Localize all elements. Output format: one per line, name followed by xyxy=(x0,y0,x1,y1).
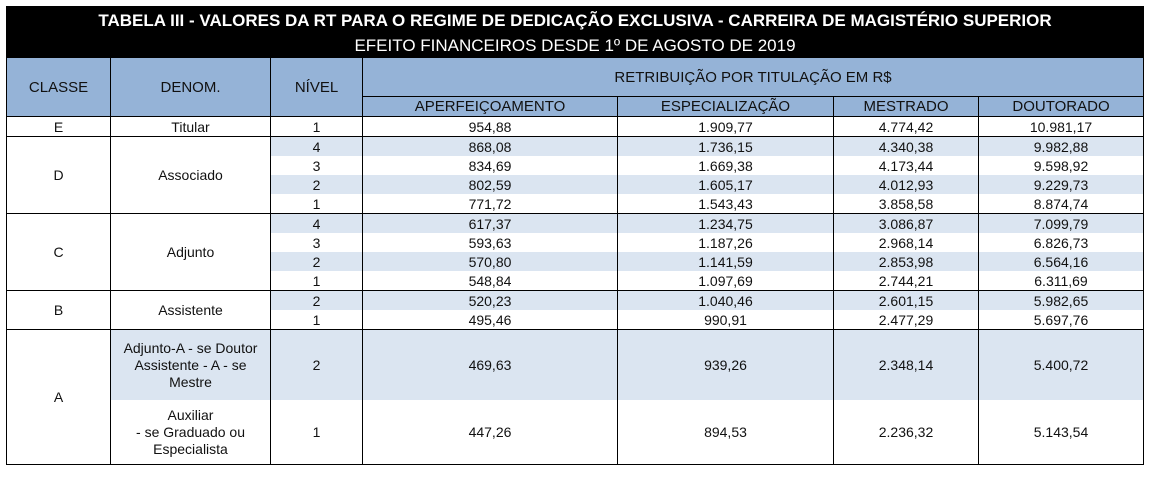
denom-cell: Adjunto xyxy=(111,214,271,291)
classe-cell: E xyxy=(7,117,111,137)
denom-line: Especialista xyxy=(153,440,228,457)
value-cell: 8.874,74 xyxy=(979,194,1144,214)
value-cell: 495,46 xyxy=(363,310,618,330)
nivel-cell: 1 xyxy=(271,271,363,291)
value-cell: 4.173,44 xyxy=(834,156,979,175)
value-cell: 593,63 xyxy=(363,233,618,252)
nivel-cell: 2 xyxy=(271,330,363,401)
value-cell: 5.400,72 xyxy=(979,330,1144,401)
header-classe: CLASSE xyxy=(7,58,111,117)
value-cell: 6.564,16 xyxy=(979,252,1144,271)
value-cell: 939,26 xyxy=(618,330,834,401)
classe-cell: B xyxy=(7,291,111,330)
value-cell: 868,08 xyxy=(363,137,618,157)
nivel-cell: 1 xyxy=(271,310,363,330)
value-cell: 570,80 xyxy=(363,252,618,271)
value-cell: 520,23 xyxy=(363,291,618,311)
denom-line: Assistente - A - se xyxy=(134,356,247,373)
denom-cell: Assistente xyxy=(111,291,271,330)
value-cell: 548,84 xyxy=(363,271,618,291)
value-cell: 6.826,73 xyxy=(979,233,1144,252)
value-cell: 4.774,42 xyxy=(834,117,979,137)
classe-cell: C xyxy=(7,214,111,291)
table-row xyxy=(7,137,1144,157)
denom-line: Adjunto-A - se Doutor xyxy=(123,339,258,356)
value-cell: 2.968,14 xyxy=(834,233,979,252)
value-cell: 469,63 xyxy=(363,330,618,401)
nivel-cell: 1 xyxy=(271,117,363,137)
value-cell: 9.598,92 xyxy=(979,156,1144,175)
value-cell: 1.097,69 xyxy=(618,271,834,291)
table-subtitle: EFEITO FINANCEIROS DESDE 1º DE AGOSTO DE 2019 xyxy=(7,35,1144,58)
header-aperfeicoamento: APERFEIÇOAMENTO xyxy=(363,97,618,117)
value-cell: 5.697,76 xyxy=(979,310,1144,330)
value-cell: 1.736,15 xyxy=(618,137,834,157)
value-cell: 3.858,58 xyxy=(834,194,979,214)
header-retribuicao: RETRIBUIÇÃO POR TITULAÇÃO EM R$ xyxy=(363,58,1144,97)
nivel-cell: 1 xyxy=(271,400,363,465)
value-cell: 1.909,77 xyxy=(618,117,834,137)
header-denom: DENOM. xyxy=(111,58,271,117)
value-cell: 5.982,65 xyxy=(979,291,1144,311)
denom-line: Auxiliar xyxy=(167,406,214,423)
denom-line: Mestre xyxy=(169,373,212,390)
table-title: TABELA III - VALORES DA RT PARA O REGIME DE DEDICAÇÃO EXCLUSIVA - CARREIRA DE MAGISTÉRIO SUPERIOR xyxy=(7,7,1144,35)
value-cell: 834,69 xyxy=(363,156,618,175)
value-cell: 2.477,29 xyxy=(834,310,979,330)
value-cell: 617,37 xyxy=(363,214,618,234)
value-cell: 9.982,88 xyxy=(979,137,1144,157)
value-cell: 2.601,15 xyxy=(834,291,979,311)
value-cell: 1.543,43 xyxy=(618,194,834,214)
nivel-cell: 2 xyxy=(271,252,363,271)
value-cell: 894,53 xyxy=(618,400,834,465)
header-doutorado: DOUTORADO xyxy=(979,97,1144,117)
nivel-cell: 2 xyxy=(271,175,363,194)
nivel-cell: 3 xyxy=(271,156,363,175)
nivel-cell: 4 xyxy=(271,214,363,234)
table-row xyxy=(7,214,1144,234)
table-row xyxy=(7,291,1144,311)
nivel-cell: 1 xyxy=(271,194,363,214)
nivel-cell: 2 xyxy=(271,291,363,311)
value-cell: 4.012,93 xyxy=(834,175,979,194)
value-cell: 2.348,14 xyxy=(834,330,979,401)
value-cell: 2.744,21 xyxy=(834,271,979,291)
value-cell: 1.605,17 xyxy=(618,175,834,194)
classe-cell: A xyxy=(7,330,111,465)
table-row xyxy=(7,117,1144,137)
value-cell: 1.040,46 xyxy=(618,291,834,311)
header-especializacao: ESPECIALIZAÇÃO xyxy=(618,97,834,117)
denom-cell xyxy=(111,400,271,465)
value-cell: 1.141,59 xyxy=(618,252,834,271)
value-cell: 447,26 xyxy=(363,400,618,465)
header-nivel: NÍVEL xyxy=(271,58,363,117)
denom-cell: Associado xyxy=(111,137,271,214)
classe-cell: D xyxy=(7,137,111,214)
denom-line: - se Graduado ou xyxy=(136,423,245,440)
value-cell: 2.236,32 xyxy=(834,400,979,465)
table-row xyxy=(7,330,1144,401)
salary-table-document xyxy=(6,6,1143,465)
value-cell: 990,91 xyxy=(618,310,834,330)
value-cell: 2.853,98 xyxy=(834,252,979,271)
nivel-cell: 3 xyxy=(271,233,363,252)
value-cell: 1.187,26 xyxy=(618,233,834,252)
denom-cell: Titular xyxy=(111,117,271,137)
value-cell: 10.981,17 xyxy=(979,117,1144,137)
value-cell: 9.229,73 xyxy=(979,175,1144,194)
value-cell: 4.340,38 xyxy=(834,137,979,157)
value-cell: 1.669,38 xyxy=(618,156,834,175)
salary-table xyxy=(6,6,1144,465)
value-cell: 1.234,75 xyxy=(618,214,834,234)
value-cell: 5.143,54 xyxy=(979,400,1144,465)
nivel-cell: 4 xyxy=(271,137,363,157)
value-cell: 7.099,79 xyxy=(979,214,1144,234)
value-cell: 6.311,69 xyxy=(979,271,1144,291)
value-cell: 771,72 xyxy=(363,194,618,214)
value-cell: 3.086,87 xyxy=(834,214,979,234)
header-mestrado: MESTRADO xyxy=(834,97,979,117)
value-cell: 954,88 xyxy=(363,117,618,137)
value-cell: 802,59 xyxy=(363,175,618,194)
denom-cell xyxy=(111,330,271,401)
table-row xyxy=(7,400,1144,465)
